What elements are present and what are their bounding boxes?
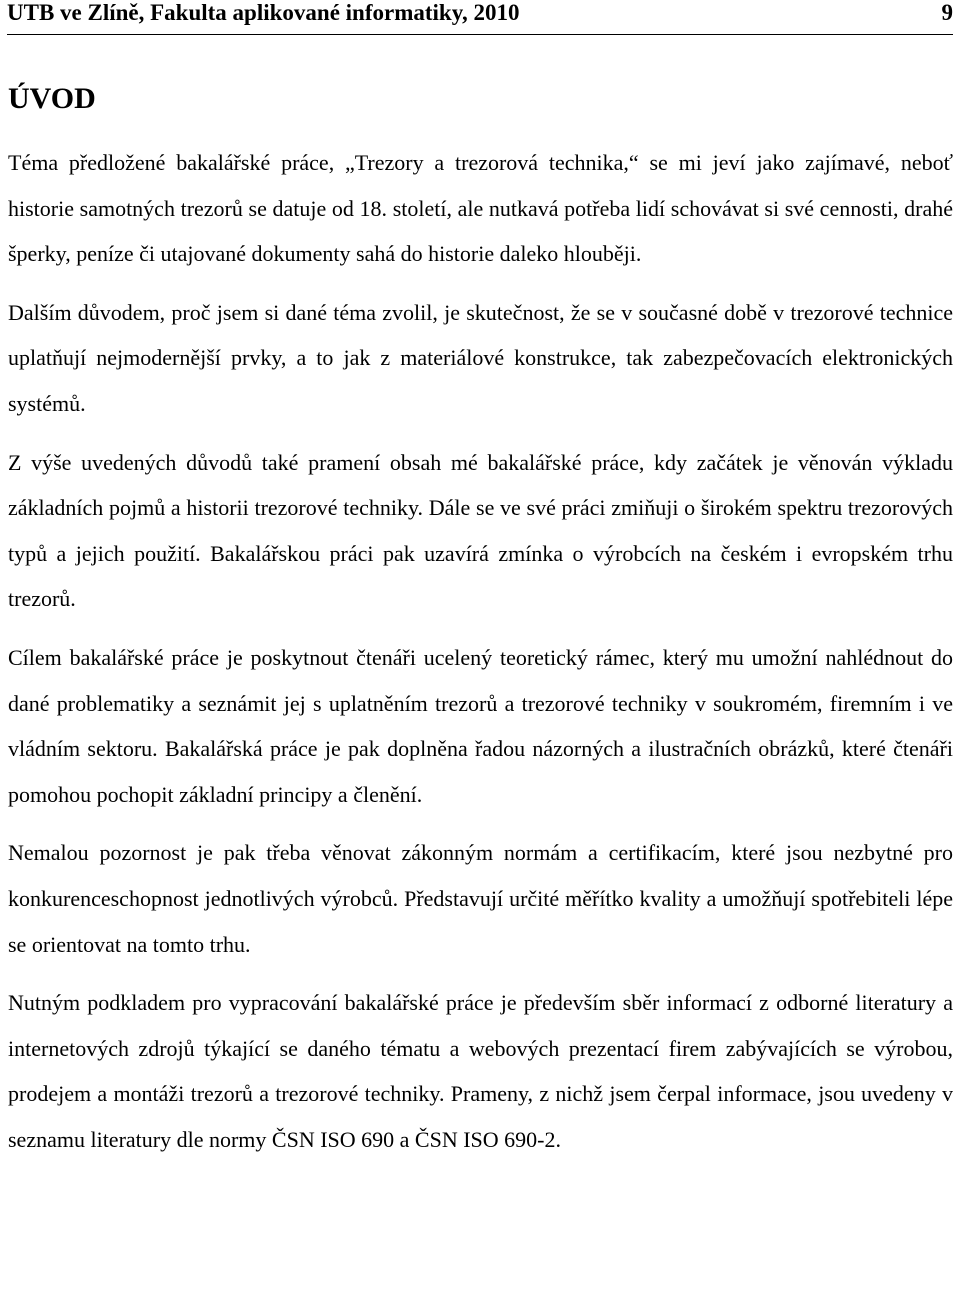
paragraph-1: Téma předložené bakalářské práce, „Trezory a trezorová technika,“ se mi jeví jako zajímavé, neboť historie samotných trezorů se datuje od 18. století, ale nutkavá potřeba lidí schovávat si své cennosti, drahé šperky, peníze či utajované dokumenty sahá do historie daleko hlouběji. [8, 150, 953, 267]
body-text [8, 140, 953, 1175]
paragraph-5: Nemalou pozornost je pak třeba věnovat zákonným normám a certifikacím, které jsou nezbytné pro konkurenceschopnost jednotlivých výrobců. Představují určité měřítko kvality a umožňují spotřebiteli lépe se orientovat na tomto trhu. [8, 840, 953, 957]
paragraph-6: Nutným podkladem pro vypracování bakalářské práce je především sběr informací z odborné literatury a internetových zdrojů týkající se daného tématu a webových prezentací firem zabývajících se výrobou, prodejem a montáži trezorů a trezorové techniky. Prameny, z nichž jsem čerpal informace, jsou uvedeny v seznamu literatury dle normy ČSN ISO 690 a ČSN ISO 690-2. [8, 990, 953, 1152]
paragraph-3: Z výše uvedených důvodů také pramení obsah mé bakalářské práce, kdy začátek je věnován výkladu základních pojmů a historii trezorové techniky. Dále se ve své práci zmiňuji o širokém spektru trezorových typů a jejich použití. Bakalářskou práci pak uzavírá zmínka o výrobcích na českém i evropském trhu trezorů. [8, 449, 953, 612]
page-header [7, 0, 953, 35]
header-title: UTB ve Zlíně, Fakulta aplikované informatiky, 2010 [7, 0, 520, 25]
paragraph-2: Dalším důvodem, proč jsem si dané téma zvolil, je skutečnost, že se v současné době v trezorové technice uplatňují nejmodernější prvky, a to jak z materiálové konstrukce, tak zabezpečovacích elektronických systémů. [8, 299, 953, 416]
paragraph-4: Cílem bakalářské práce je poskytnout čtenáři ucelený teoretický rámec, který mu umožní nahlédnout do dané problematiky a seznámit jej s uplatněním trezorů a trezorové techniky v soukromém, firemním i ve vládním sektoru. Bakalářská práce je pak doplněna řadou názorných a ilustračních obrázků, které čtenáři pomohou pochopit základní principy a členění. [8, 644, 953, 807]
page-number: 9 [941, 0, 953, 25]
section-heading: ÚVOD [8, 82, 96, 115]
